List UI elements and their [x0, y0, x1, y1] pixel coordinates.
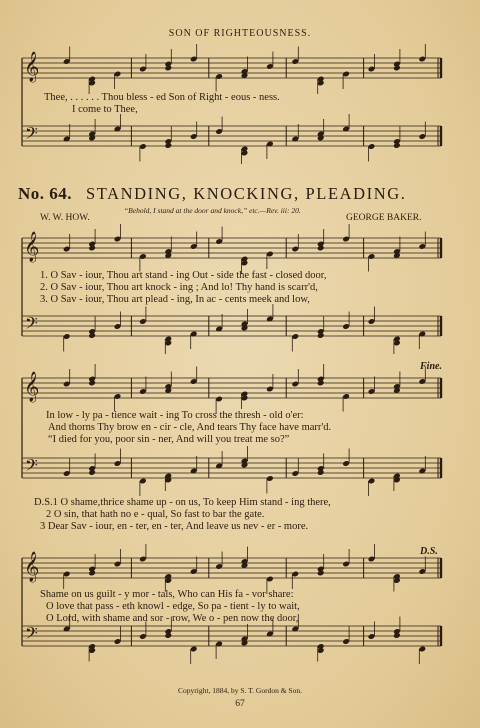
hymn-number: No. 64. [18, 184, 73, 203]
system4-line-2: O love that pass - eth knowl - edge, So pa - tient - ly to wait, [46, 601, 300, 612]
verse-1-line: 1. O Sav - iour, Thou art stand - ing Out - side the fast - closed door, [40, 270, 327, 281]
system-2-bass-clef: 𝄢 [25, 455, 38, 479]
system-3-treble-clef: 𝄞 [24, 552, 40, 582]
system-0-treble-clef: 𝄞 [24, 52, 40, 82]
verse-3-line: 3. O Sav - iour, Thou art plead - ing, In ac - cents meek and low, [40, 294, 310, 305]
system-1-treble-clef: 𝄞 [24, 232, 40, 262]
fine-marker: Fine. [420, 361, 442, 372]
top-lyric-line-1: Thee, . . . . . . Thou bless - ed Son of Right - eous - ness. [44, 92, 280, 103]
system-3-bass-clef: 𝄢 [25, 623, 38, 647]
system3-line-3: 3 Dear Sav - iour, en - ter, en - ter, And leave us nev - er - more. [40, 521, 309, 532]
system3-line-1: D.S.1 O shame,thrice shame up - on us, To keep Him stand - ing there, [34, 497, 331, 508]
system4-line-3: O Lord, with shame and sor - row, We o - pen now the door, [46, 613, 299, 624]
system-1-bass-clef: 𝄢 [25, 313, 38, 337]
composer: GEORGE BAKER. [346, 213, 422, 223]
epigraph: “Behold, I stand at the door and knock,” etc.—Rev. iii: 20. [124, 206, 301, 215]
system-0-bass-clef: 𝄢 [25, 123, 38, 147]
system3-line-2: 2 O sin, that hath no e - qual, So fast to bar the gate. [46, 509, 265, 520]
system-2-treble-clef: 𝄞 [24, 372, 40, 402]
ds-marker: D.S. [420, 546, 438, 557]
author: W. W. HOW. [40, 213, 90, 223]
copyright-notice: Copyright, 1884, by S. T. Gordon & Son. [178, 686, 302, 695]
verse-2-line: 2. O Sav - iour, Thou art knock - ing ; And lo! Thy hand is scarr'd, [40, 282, 318, 293]
running-head: SON OF RIGHTEOUSNESS. [168, 28, 312, 39]
system2-line-2: And thorns Thy brow en - cir - cle, And tears Thy face have marr'd. [48, 422, 332, 433]
system2-line-1: In low - ly pa - tience wait - ing To cross the thresh - old o'er: [46, 410, 304, 421]
hymn-title: STANDING, KNOCKING, PLEADING. [86, 184, 407, 203]
page-number: 67 [235, 699, 245, 709]
top-lyric-line-2: I come to Thee, [72, 104, 138, 115]
system2-line-3: “I died for you, poor sin - ner, And will you treat me so?” [48, 434, 290, 445]
system4-line-1: Shame on us guilt - y mor - tals, Who can His fa - vor share: [40, 589, 294, 600]
